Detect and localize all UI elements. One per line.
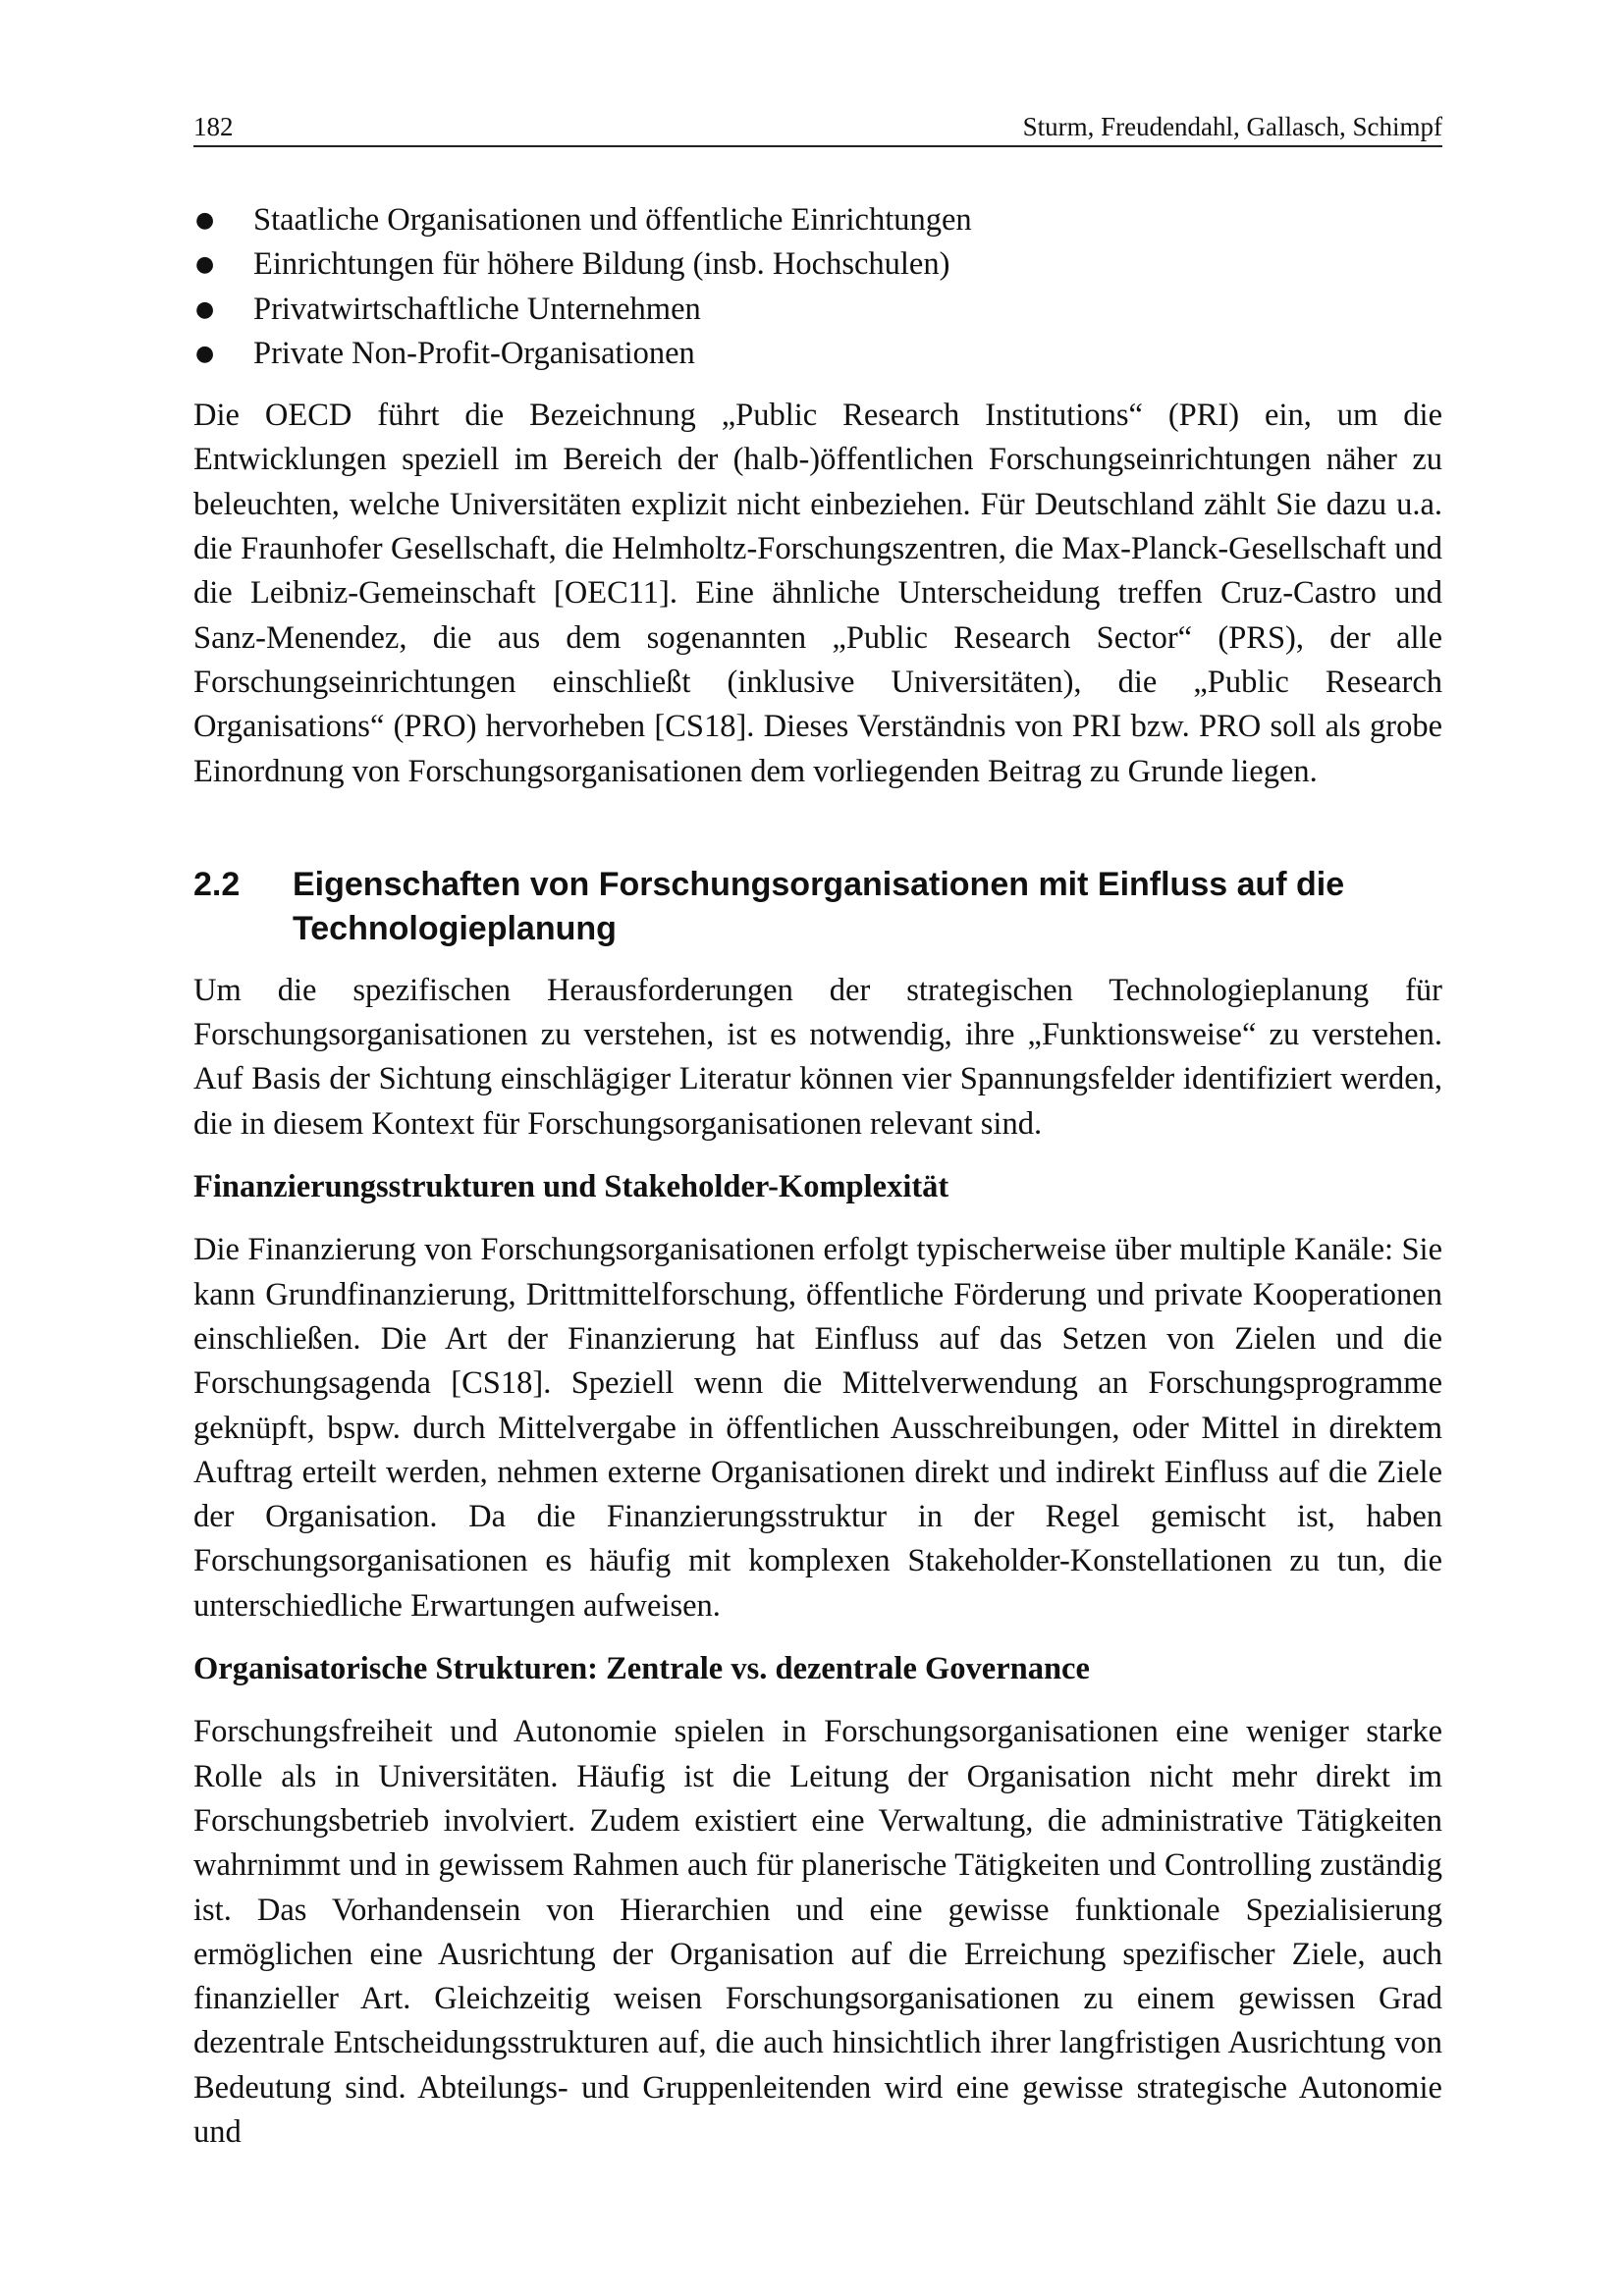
running-head-authors: Sturm, Freudendahl, Gallasch, Schimpf bbox=[1022, 112, 1442, 141]
subheading-governance: Organisatorische Strukturen: Zentrale vs. dezentrale Governance bbox=[193, 1651, 1090, 1687]
page-content bbox=[193, 198, 1442, 2155]
section-number: 2.2 bbox=[193, 865, 241, 903]
paragraph-governance: Forschungsfreiheit und Autonomie spielen in Forschungsorganisationen eine weniger starke Rolle als in Universitäten. Häufig ist die Leitung der Organisation nicht mehr direkt im Forschungsbetrieb involviert. Zudem existiert eine Verwaltung, die administrative Tätigkeiten wahrnimmt und in gewissem Rahmen auch für planerische Tätigkeiten und Controlling zuständig ist. Das Vorhandensein von Hierarchien und eine gewisse funktionale Spezialisierung ermöglichen eine Ausrichtung der Organisation auf die Erreichung spezifischer Ziele, auch finanzieller Art. Gleichzeitig weisen Forschungsorganisationen zu einem gewissen Grad dezentrale Entscheidungsstrukturen auf, die auch hinsichtlich ihrer langfristigen Ausrichtung von Bedeutung sind. Abteilungs- und Gruppenleitenden wird eine gewisse strategische Autonomie und bbox=[193, 1714, 1442, 2150]
paragraph-intro: Um die spezifischen Herausforderungen der strategischen Technologieplanung für Forschungsorganisationen zu verstehen, ist es notwendig, ihre „Funktionsweise“ zu verstehen. Auf Basis der Sichtung einschlägiger Literatur können vier Spannungsfelder identifiziert werden, die in diesem Kontext für Forschungsorganisationen relevant sind. bbox=[193, 972, 1442, 1142]
paragraph-finanzierung: Die Finanzierung von Forschungsorganisationen erfolgt typischerweise über multiple Kanäle: Sie kann Grundfinanzierung, Drittmittelforschung, öffentliche Förderung und private Kooperationen einschließen. Die Art der Finanzierung hat Einfluss auf das Setzen von Zielen und die Forschungsagenda [CS18]. Speziell wenn die Mittelverwendung an Forschungsprogramme geknüpft, bspw. durch Mittelvergabe in öffentlichen Ausschreibungen, oder Mittel in direktem Auftrag erteilt werden, nehmen externe Organisationen direkt und indirekt Einfluss auf die Ziele der Organisation. Da die Finanzierungsstruktur in der Regel gemischt ist, haben Forschungsorganisationen es häufig mit komplexen Stakeholder-Konstellationen zu tun, die unterschiedliche Erwartungen aufweisen. bbox=[193, 1232, 1442, 1624]
list-item: ● Staatliche Organisationen und öffentliche Einrichtungen bbox=[193, 198, 1442, 242]
section-heading bbox=[193, 863, 1442, 951]
page-number: 182 bbox=[193, 112, 234, 141]
list-item: ● Private Non-Profit-Organisationen bbox=[193, 332, 1442, 376]
bullet-list bbox=[193, 198, 1442, 376]
bullet-icon: ● bbox=[195, 296, 215, 322]
list-item: ● Privatwirtschaftliche Unternehmen bbox=[193, 288, 1442, 332]
section-title: Eigenschaften von Forschungsorganisationen mit Einfluss auf die Technologieplanung bbox=[293, 865, 1345, 947]
bullet-icon: ● bbox=[195, 341, 215, 366]
subheading-finanzierung: Finanzierungsstrukturen und Stakeholder-Komplexität bbox=[193, 1169, 949, 1205]
bullet-icon: ● bbox=[195, 252, 215, 278]
page-header bbox=[193, 108, 1442, 147]
list-item: ● Einrichtungen für höhere Bildung (insb. Hochschulen) bbox=[193, 242, 1442, 287]
paragraph-oecd: Die OECD führt die Bezeichnung „Public Research Institutions“ (PRI) ein, um die Entwicklungen speziell im Bereich der (halb-)öffentlichen Forschungseinrichtungen näher zu beleuchten, welche Universitäten explizit nicht einbeziehen. Für Deutschland zählt Sie dazu u.a. die Fraunhofer Gesellschaft, die Helmholtz-Forschungszentren, die Max-Planck-Gesellschaft und die Leibniz-Gemeinschaft [OEC11]. Eine ähnliche Unterscheidung treffen Cruz-Castro und Sanz-Menendez, die aus dem sogenannten „Public Research Sector“ (PRS), der alle Forschungseinrichtungen einschließt (inklusive Universitäten), die „Public Research Organisations“ (PRO) hervorheben [CS18]. Dieses Verständnis von PRI bzw. PRO soll als grobe Einordnung von Forschungsorganisationen dem vorliegenden Beitrag zu Grunde liegen. bbox=[193, 398, 1442, 789]
bullet-icon: ● bbox=[195, 208, 215, 233]
